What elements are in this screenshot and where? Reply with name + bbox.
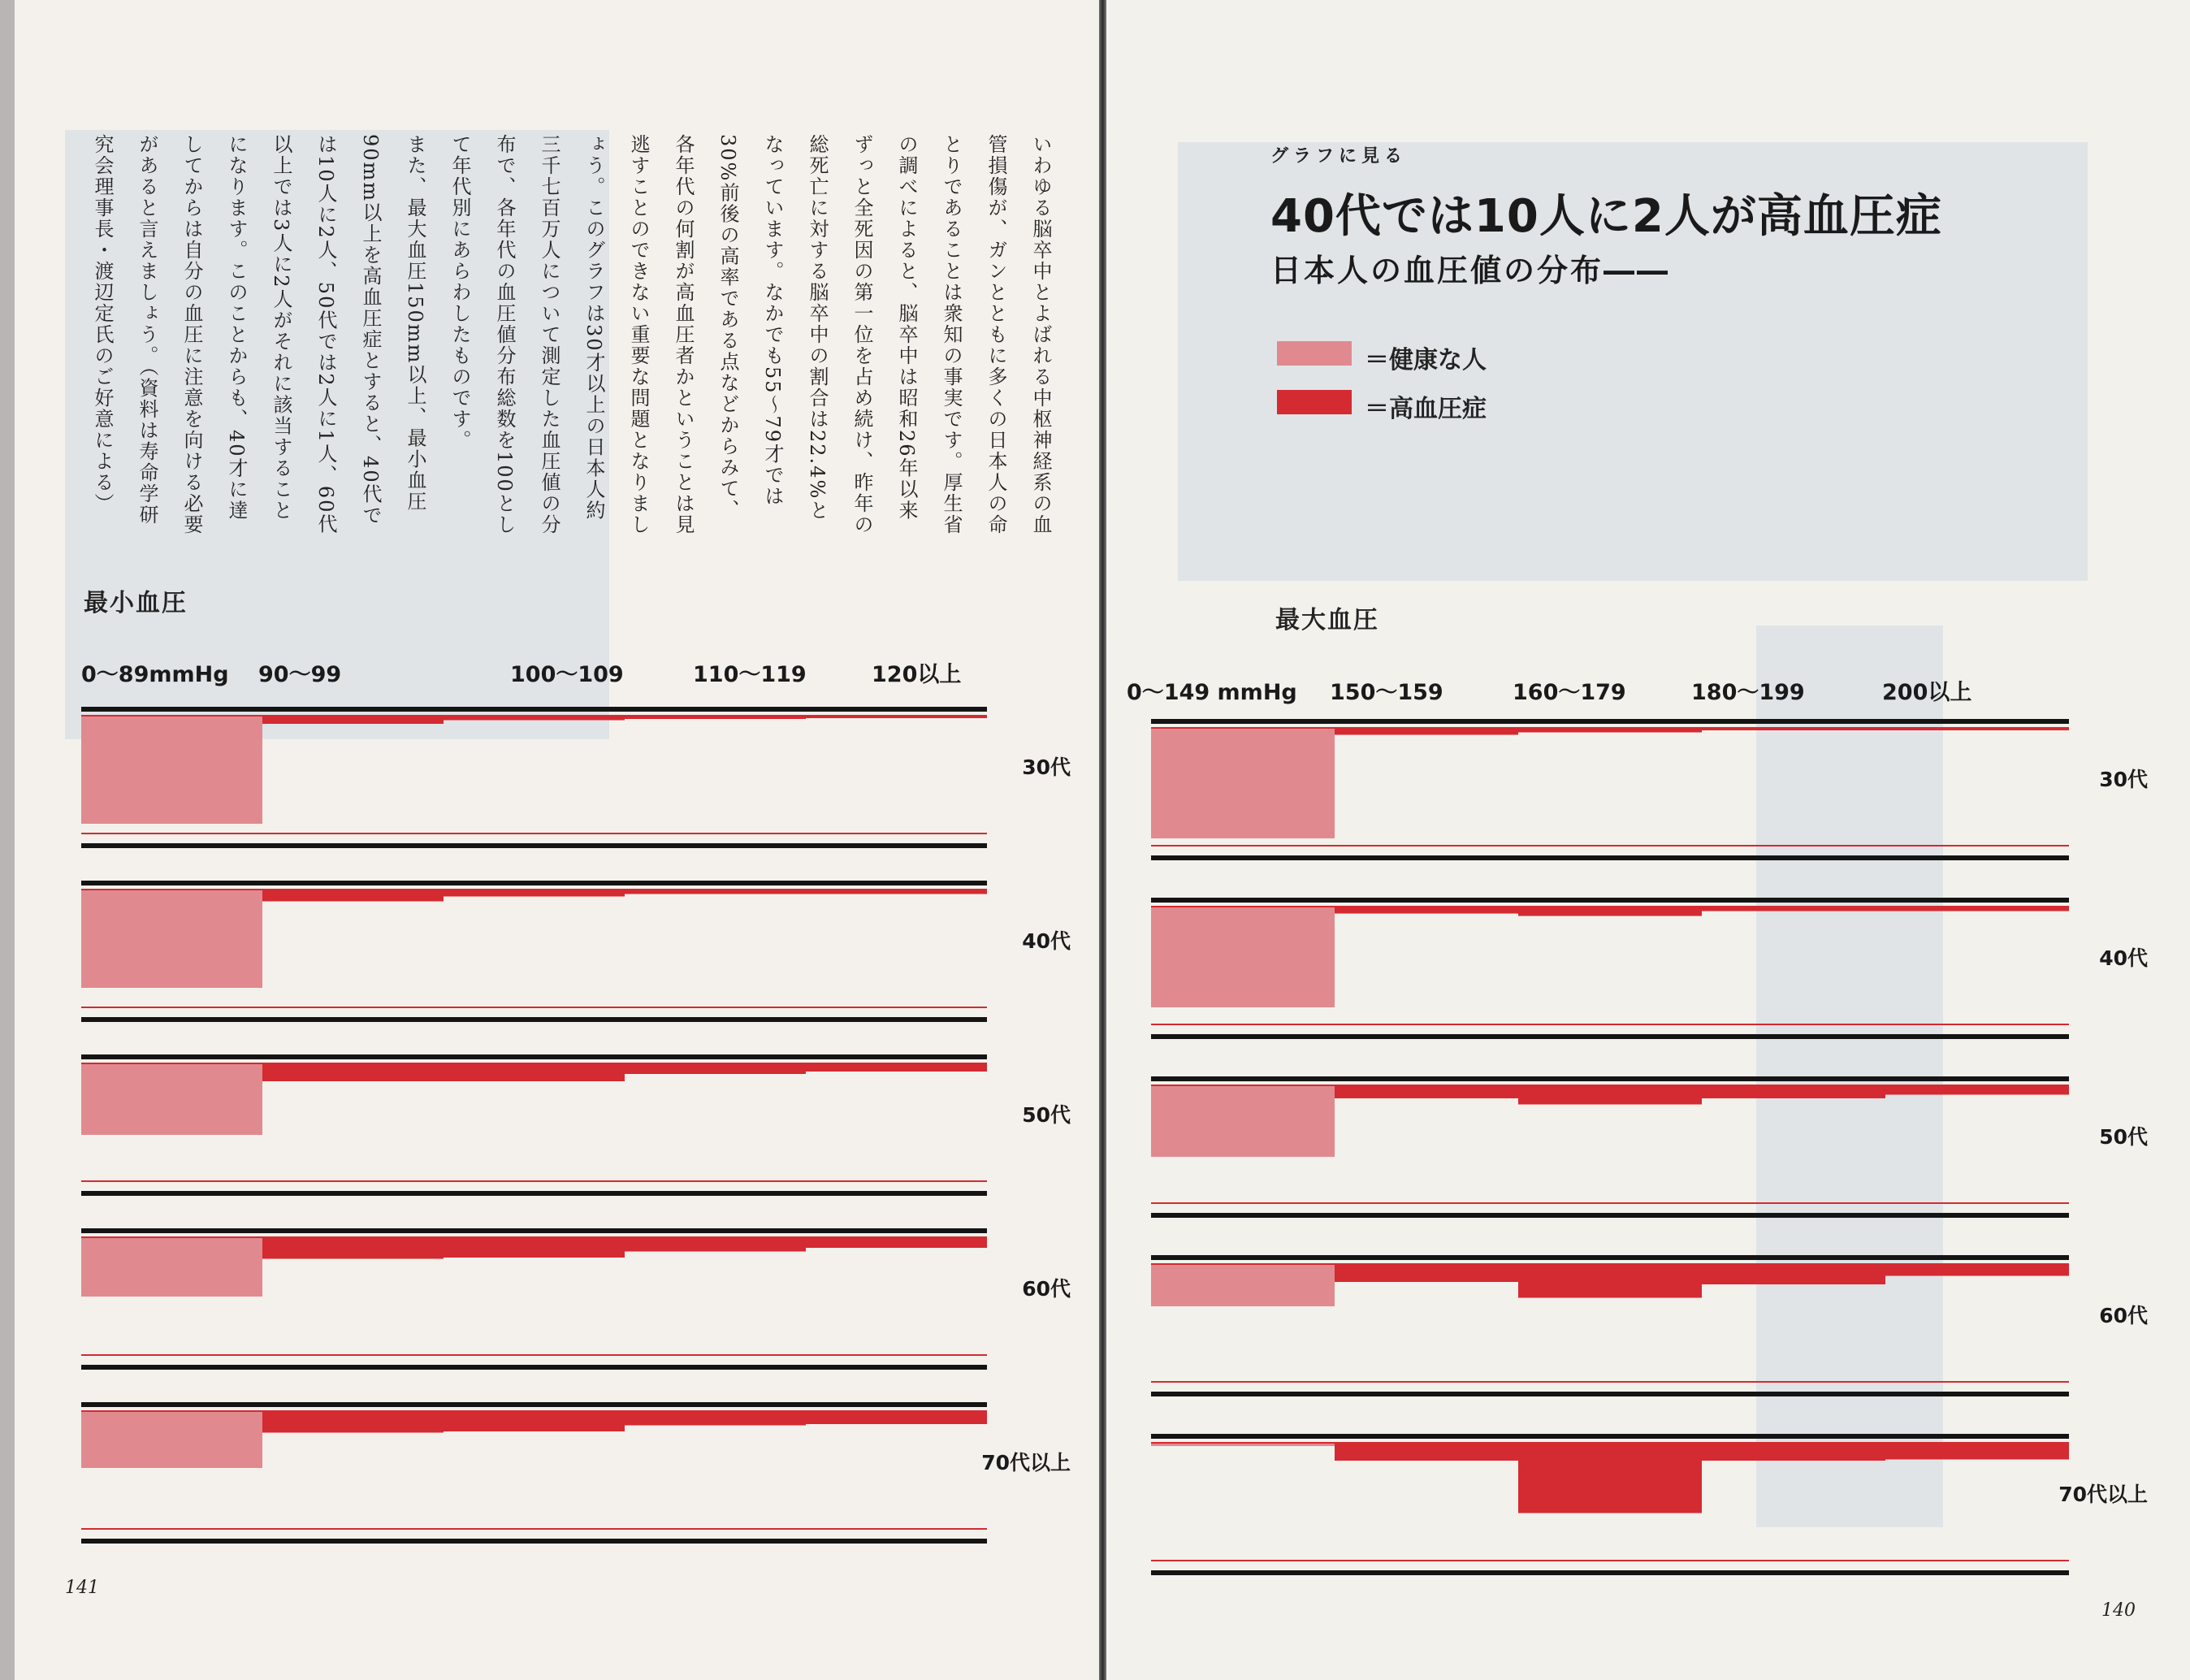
bar-hypertension	[1702, 729, 1885, 730]
row-top-rule	[1151, 898, 2069, 903]
category-label: 150～159	[1330, 680, 1443, 705]
age-label: 30代	[2099, 768, 2148, 791]
bar-hypertension	[1885, 1086, 2069, 1095]
row-top-rule	[81, 1054, 987, 1059]
bar-hypertension	[1885, 729, 2069, 730]
page-number-right: 140	[2101, 1600, 2136, 1621]
chart-title-min-pressure: 最小血圧	[84, 589, 188, 617]
row-top-rule	[81, 881, 987, 885]
age-row	[1151, 719, 2069, 860]
bar-hypertension	[444, 717, 625, 721]
bar-healthy	[1151, 1265, 1335, 1306]
age-label: 60代	[1022, 1277, 1071, 1301]
bar-healthy	[81, 890, 262, 988]
category-label: 120以上	[872, 662, 962, 687]
row-bottom-red-rule	[1151, 1024, 2069, 1025]
category-label: 0～89mmHg	[81, 662, 229, 687]
age-label: 70代以上	[981, 1451, 1071, 1474]
bar-healthy	[1151, 1444, 1335, 1446]
age-row	[1151, 1434, 2069, 1575]
row-bottom-rule	[1151, 1570, 2069, 1575]
legend-label-hypertension: ＝高血圧症	[1365, 395, 1487, 423]
age-row	[81, 1402, 987, 1544]
age-row	[81, 707, 987, 848]
bar-healthy	[1151, 729, 1335, 838]
row-bottom-red-rule	[81, 1180, 987, 1182]
bar-healthy	[81, 1412, 262, 1468]
row-bottom-rule	[81, 1539, 987, 1544]
bar-hypertension	[444, 890, 625, 897]
bar-hypertension	[806, 717, 987, 718]
age-row	[1151, 898, 2069, 1039]
bar-hypertension	[1335, 1444, 1518, 1461]
row-bottom-red-rule	[1151, 845, 2069, 846]
article-title: 40代では10人に2人が高血圧症	[1270, 190, 1942, 243]
bar-hypertension	[625, 1238, 806, 1252]
age-row	[1151, 1076, 2069, 1218]
bar-healthy	[1151, 907, 1335, 1007]
row-top-rule	[1151, 1076, 2069, 1081]
bar-hypertension	[806, 1238, 987, 1248]
bar-healthy	[81, 1064, 262, 1135]
category-label: 100～109	[510, 662, 624, 687]
row-top-rule	[81, 1228, 987, 1233]
bar-hypertension	[1518, 1444, 1702, 1513]
bar-healthy	[1151, 1086, 1335, 1157]
article-subtitle: 日本人の血圧値の分布――	[1270, 253, 1671, 288]
age-label: 70代以上	[2058, 1483, 2148, 1506]
row-bottom-rule	[1151, 1034, 2069, 1039]
row-bottom-red-rule	[1151, 1560, 2069, 1561]
left-page	[15, 0, 1099, 1680]
category-label: 110～119	[693, 662, 807, 687]
row-bottom-red-rule	[1151, 1202, 2069, 1204]
row-bottom-red-rule	[1151, 1381, 2069, 1383]
age-row	[81, 881, 987, 1022]
bar-hypertension	[1702, 1086, 1885, 1098]
row-top-rule	[1151, 1434, 2069, 1439]
bar-hypertension	[444, 1238, 625, 1258]
category-label: 0～149 mmHg	[1127, 680, 1297, 705]
bar-hypertension	[625, 1064, 806, 1074]
chart-title-max-pressure: 最大血圧	[1275, 606, 1379, 634]
chart-max-pressure	[1151, 719, 2069, 1621]
age-label: 40代	[2099, 946, 2148, 970]
legend-swatch-healthy	[1277, 341, 1352, 366]
bar-hypertension	[262, 1064, 444, 1081]
bar-hypertension	[1518, 729, 1702, 733]
bar-hypertension	[262, 890, 444, 902]
age-label: 50代	[1022, 1103, 1071, 1127]
age-row	[81, 1228, 987, 1370]
age-label: 40代	[1022, 929, 1071, 953]
bar-hypertension	[625, 1412, 806, 1426]
row-bottom-red-rule	[81, 1528, 987, 1530]
row-bottom-rule	[1151, 1213, 2069, 1218]
bar-hypertension	[1335, 1265, 1518, 1282]
row-top-rule	[1151, 719, 2069, 724]
age-row	[1151, 1255, 2069, 1396]
row-bottom-rule	[1151, 1392, 2069, 1396]
bar-hypertension	[1335, 1086, 1518, 1098]
row-bottom-rule	[81, 1191, 987, 1196]
article-paragraph-2: また、最大血圧150mm以上、最小血圧90mm以上を高血圧症とすると、40代では10人に2人、50代では2人に1人、60代以上では3人に2人がそれに該当することになります。このことからも、40才に達してからは自分の血圧に注意を向ける必要があると言えましょう。（資料は寿命学研究会理事長・渡辺定氏のご好意による）	[91, 134, 426, 535]
row-top-rule	[81, 1402, 987, 1407]
age-label: 50代	[2099, 1125, 2148, 1149]
bar-hypertension	[1518, 1265, 1702, 1298]
bar-healthy	[81, 1238, 262, 1297]
row-bottom-red-rule	[81, 1354, 987, 1356]
article-kicker: グラフに見る	[1270, 146, 1408, 167]
bar-hypertension	[806, 1412, 987, 1424]
book-gutter	[1099, 0, 1106, 1680]
age-label: 60代	[2099, 1304, 2148, 1327]
row-bottom-rule	[1151, 855, 2069, 860]
bar-hypertension	[262, 717, 444, 724]
category-label: 200以上	[1882, 680, 1972, 705]
bar-hypertension	[1702, 1265, 1885, 1284]
chart-min-pressure	[81, 707, 987, 1584]
bar-hypertension	[1335, 729, 1518, 735]
article-body-text	[80, 134, 1063, 536]
row-bottom-red-rule	[81, 1007, 987, 1008]
page-number-left: 141	[65, 1578, 99, 1598]
category-label: 160～179	[1513, 680, 1626, 705]
row-bottom-rule	[81, 843, 987, 848]
category-label: 180～199	[1691, 680, 1805, 705]
bar-hypertension	[806, 890, 987, 894]
right-page	[1106, 0, 2190, 1680]
age-label: 30代	[1022, 756, 1071, 779]
row-bottom-red-rule	[81, 833, 987, 834]
bar-hypertension	[262, 1412, 444, 1433]
bar-hypertension	[444, 1064, 625, 1081]
row-top-rule	[1151, 1255, 2069, 1260]
legend-label-healthy: ＝健康な人	[1365, 346, 1487, 375]
row-top-rule	[81, 707, 987, 712]
bar-hypertension	[806, 1064, 987, 1072]
bar-hypertension	[1518, 907, 1702, 916]
bar-hypertension	[444, 1412, 625, 1431]
bar-hypertension	[1885, 1444, 2069, 1460]
article-paragraph-1: いわゆる脳卒中とよばれる中枢神経系の血管損傷が、ガンとともに多くの日本人の命とりであることは衆知の事実です。厚生省の調べによると、脳卒中は昭和26年以来ずっと全死因の第一位を占め続け、昨年の総死亡に対する脳卒中の割合は22.4%となっています。なかでも55～79才では30%前後の高率である点などからみて、各年代の何割が高血圧者かということは見逃すことのできない重要な問題となりましょう。このグラフは30才以上の日本人約三千七百万人について測定した血圧値の分布で、各年代の血圧値分布総数を100として年代別にあらわしたものです。	[448, 134, 1052, 535]
bar-hypertension	[1702, 1444, 1885, 1461]
bar-hypertension	[1885, 1265, 2069, 1276]
age-row	[81, 1054, 987, 1196]
bar-hypertension	[625, 717, 806, 719]
bar-hypertension	[1702, 907, 1885, 911]
bar-hypertension	[1885, 907, 2069, 911]
row-bottom-rule	[81, 1017, 987, 1022]
bar-hypertension	[1518, 1086, 1702, 1105]
legend-swatch-hypertension	[1277, 390, 1352, 414]
bar-hypertension	[1335, 907, 1518, 914]
row-bottom-rule	[81, 1365, 987, 1370]
bar-hypertension	[625, 890, 806, 894]
bar-hypertension	[262, 1238, 444, 1259]
bar-healthy	[81, 717, 262, 824]
category-label: 90～99	[258, 662, 342, 687]
